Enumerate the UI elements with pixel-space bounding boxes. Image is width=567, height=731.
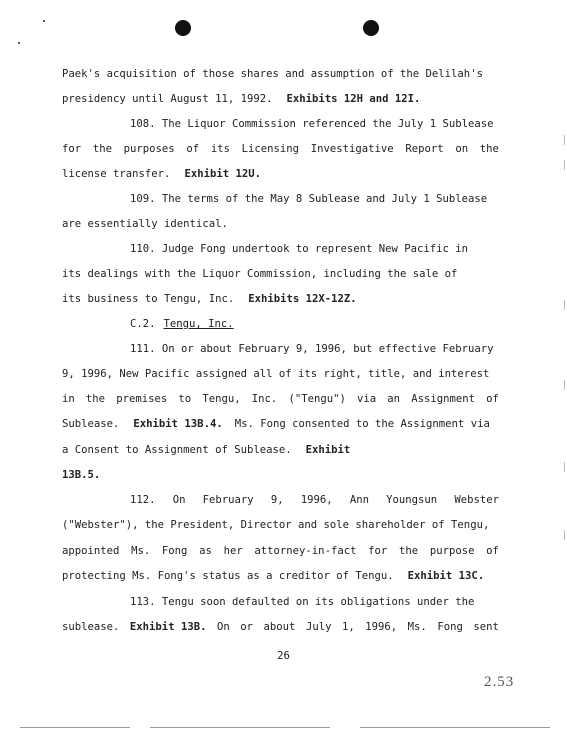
scan-edge-mark xyxy=(564,300,565,310)
line-word: 1996, xyxy=(300,494,333,506)
scan-edge-mark xyxy=(564,530,565,540)
exhibit-reference: Exhibits 12H and 12I. xyxy=(286,93,421,105)
scan-bottom-edge xyxy=(20,727,130,728)
line-text: a Consent to Assignment of Sublease. xyxy=(62,444,292,456)
line-text: presidency until August 11, 1992. xyxy=(62,93,273,105)
line-word: for xyxy=(62,143,82,155)
line-word: Tengu, xyxy=(202,393,241,405)
line-word: for xyxy=(368,545,388,557)
line-word: Ms. xyxy=(131,545,151,557)
line-word: On xyxy=(216,621,230,633)
exhibit-reference: 13B.5. xyxy=(62,469,101,481)
line-word: 112. xyxy=(130,494,156,506)
text-line xyxy=(62,393,499,405)
scan-edge-mark xyxy=(564,380,565,390)
text-line xyxy=(130,494,499,506)
line-word: 1996, xyxy=(365,621,398,633)
line-text: Paek's acquisition of those shares and assumption of the Delilah's xyxy=(62,68,483,80)
scan-edge-mark xyxy=(564,135,565,145)
text-line xyxy=(62,93,420,105)
line-word: On xyxy=(172,494,186,506)
line-word: the xyxy=(92,143,112,155)
line-word: to xyxy=(178,393,192,405)
scan-bottom-edge xyxy=(150,727,330,728)
text-line xyxy=(130,118,494,130)
line-word: July xyxy=(305,621,332,633)
line-text: C.2. xyxy=(130,318,156,330)
line-word: on xyxy=(455,143,469,155)
bates-stamp: 2.53 xyxy=(484,674,515,690)
line-word: Inc. xyxy=(251,393,278,405)
line-word: via xyxy=(357,393,377,405)
exhibit-reference: Exhibit xyxy=(305,444,351,456)
text-line xyxy=(62,168,261,180)
page-number: 26 xyxy=(277,650,290,662)
scan-edge-mark xyxy=(564,462,565,472)
line-word: Investigative xyxy=(310,143,394,155)
text-line xyxy=(62,444,350,456)
line-word: purpose xyxy=(429,545,475,557)
text-line xyxy=(62,519,489,531)
line-word: the xyxy=(398,545,419,557)
line-word: in xyxy=(62,393,75,405)
text-line xyxy=(62,293,357,305)
text-line xyxy=(62,143,499,155)
line-word: of xyxy=(486,393,499,405)
line-word: of xyxy=(486,545,499,557)
line-word: Ms. xyxy=(407,621,427,633)
line-word: Ann xyxy=(349,494,369,506)
line-word: Youngsun xyxy=(386,494,438,506)
line-word: about xyxy=(263,621,296,633)
line-text: 113. Tengu soon defaulted on its obligations under the xyxy=(130,596,475,608)
line-word: or xyxy=(240,621,254,633)
text-line xyxy=(62,368,489,380)
text-line xyxy=(62,570,484,582)
scan-speck xyxy=(43,20,45,22)
line-word: 1, xyxy=(341,621,355,633)
line-word: sublease. xyxy=(62,621,120,633)
line-text: ("Webster"), the President, Director and sole shareholder of Tengu, xyxy=(62,519,490,531)
line-word: premises xyxy=(116,393,168,405)
line-word: Licensing xyxy=(241,143,300,155)
line-text: 9, 1996, New Pacific assigned all of its right, title, and interest xyxy=(62,368,490,380)
line-word: the xyxy=(85,393,106,405)
line-text: 111. On or about February 9, 1996, but effective February xyxy=(130,343,494,355)
line-text: 109. The terms of the May 8 Sublease and July 1 Sublease xyxy=(130,193,488,205)
line-text: protecting Ms. Fong's status as a creditor of Tengu. xyxy=(62,570,394,582)
line-word: appointed xyxy=(62,545,120,557)
line-word: Report xyxy=(405,143,444,155)
line-word: its xyxy=(210,143,230,155)
line-word: sent xyxy=(473,621,499,633)
line-word: the xyxy=(479,143,499,155)
text-line xyxy=(130,596,474,608)
scan-edge-mark xyxy=(564,160,565,170)
line-text: its dealings with the Liquor Commission, including the sale of xyxy=(62,268,458,280)
line-word: 9, xyxy=(270,494,284,506)
punch-hole-left xyxy=(175,20,191,36)
text-line xyxy=(62,268,457,280)
line-text: license transfer. xyxy=(62,168,171,180)
exhibit-reference: Exhibit 13B. xyxy=(129,621,207,633)
text-line xyxy=(130,243,468,255)
line-text: Ms. Fong consented to the Assignment via xyxy=(234,418,490,430)
line-word: February xyxy=(202,494,254,506)
line-text: are essentially identical. xyxy=(62,218,228,230)
exhibit-reference: Exhibit 12U. xyxy=(184,168,261,180)
line-word: Fong xyxy=(437,621,463,633)
text-line xyxy=(62,68,483,80)
line-word: of xyxy=(186,143,200,155)
line-word: her xyxy=(223,545,243,557)
punch-hole-right xyxy=(363,20,379,36)
text-line xyxy=(130,318,234,330)
scan-bottom-edge xyxy=(360,727,550,728)
exhibit-reference: Exhibit 13B.4. xyxy=(133,418,223,430)
line-text: Sublease. xyxy=(62,418,120,430)
text-line xyxy=(62,469,100,481)
line-word: purposes xyxy=(123,143,175,155)
section-heading: Tengu, Inc. xyxy=(163,318,234,330)
line-text: 110. Judge Fong undertook to represent New Pacific in xyxy=(130,243,469,255)
line-text: 108. The Liquor Commission referenced the July 1 Sublease xyxy=(130,118,494,130)
text-line xyxy=(62,218,228,230)
text-line xyxy=(62,418,490,430)
line-word: Assignment xyxy=(411,393,475,405)
scan-speck xyxy=(18,42,20,44)
line-word: an xyxy=(387,393,401,405)
line-word: ("Tengu") xyxy=(288,393,346,405)
text-line xyxy=(62,545,499,557)
exhibit-reference: Exhibit 13C. xyxy=(407,570,485,582)
text-line xyxy=(62,621,499,633)
line-word: as xyxy=(199,545,212,557)
text-line xyxy=(130,343,494,355)
line-text: its business to Tengu, Inc. xyxy=(62,293,235,305)
exhibit-reference: Exhibits 12X-12Z. xyxy=(248,293,357,305)
line-word: Fong xyxy=(161,545,188,557)
line-word: Webster xyxy=(454,494,499,506)
text-line xyxy=(130,193,487,205)
line-word: attorney-in-fact xyxy=(254,545,357,557)
